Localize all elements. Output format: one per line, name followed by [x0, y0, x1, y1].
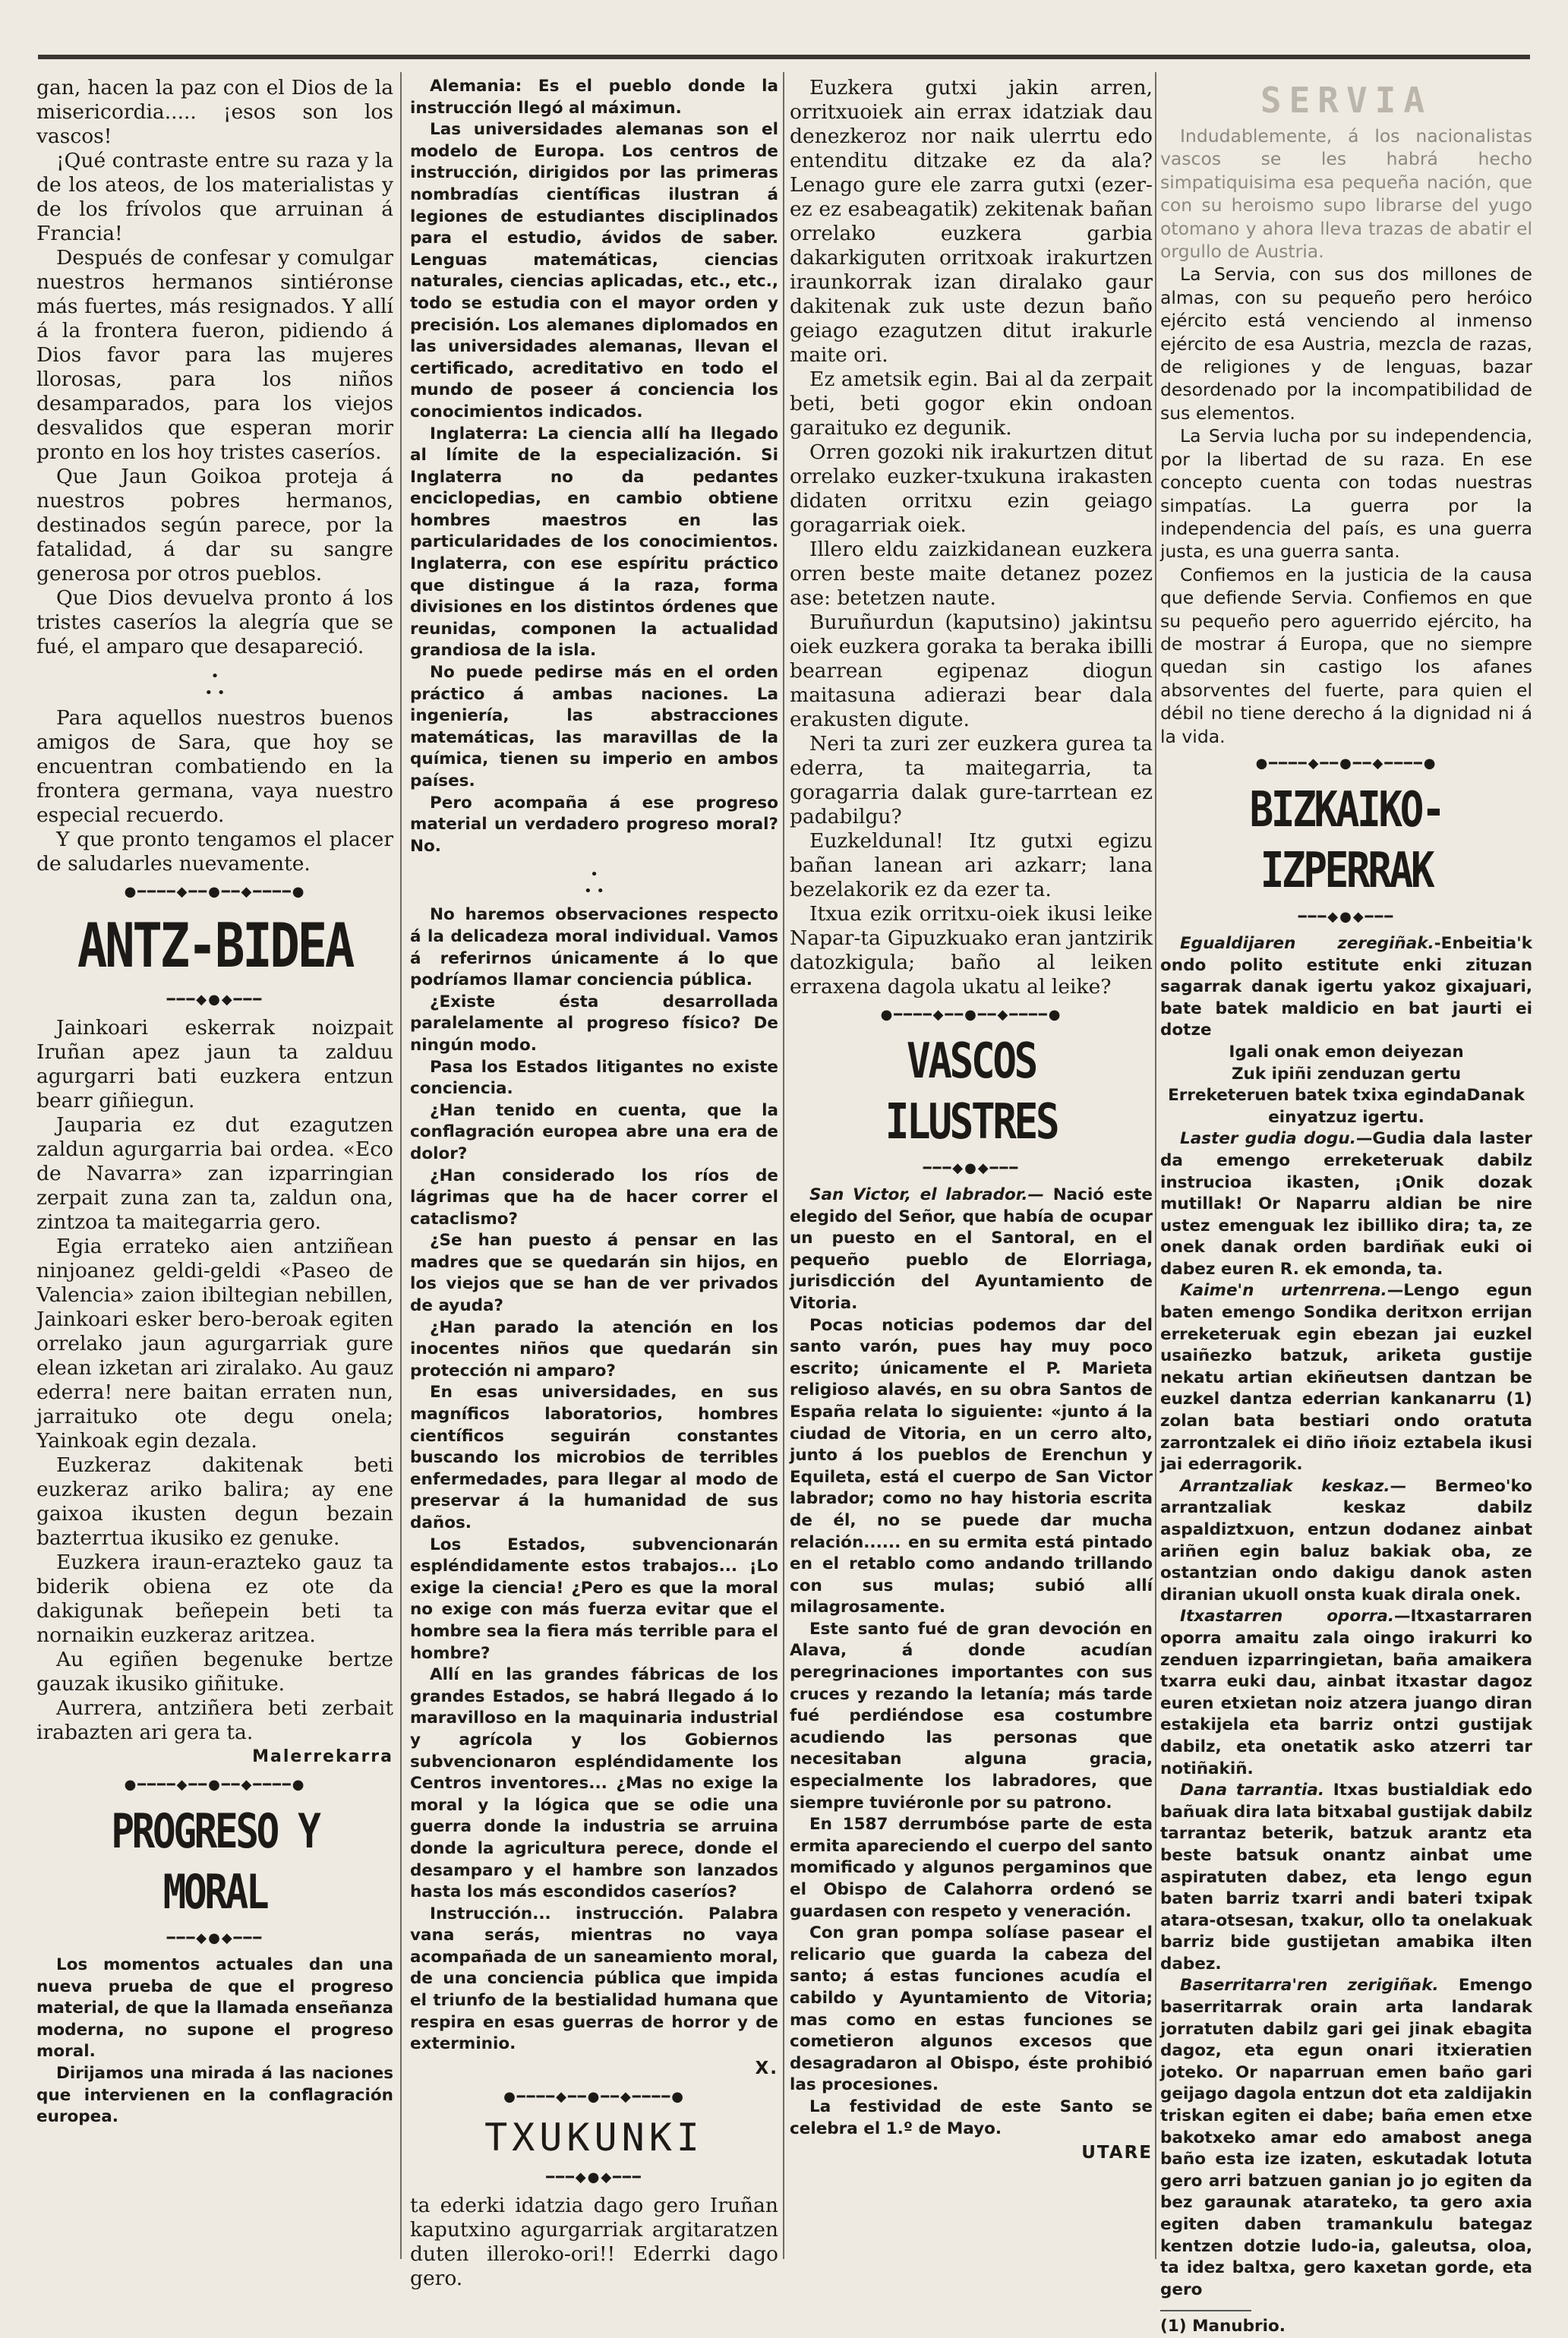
paragraph: En 1587 derrumbóse parte de esta ermita apareciendo el cuerpo del santo momificado y algunos pergaminos que el Obispo de Calahorra ordenó se guardasen con respeto y veneración. — [790, 1815, 1153, 1921]
divider-ornament: ━━━◆●◆━━━ — [166, 992, 263, 1008]
column-2 — [410, 76, 778, 2290]
divider-ornament: ━━━◆●◆━━━ — [1298, 908, 1395, 925]
paragraph: La festividad de este Santo se celebra el 1.º de Mayo. — [790, 2097, 1153, 2138]
news-item-heading: Kaime'n urtenrrena. — [1180, 1281, 1387, 1301]
signature: X. — [755, 2058, 778, 2078]
vascos-ilustres-title: VASCOS ILUSTRES — [885, 1033, 1058, 1150]
verse-line: Erreketeruen batek txixa egindaDanak einyatzuz igertu. — [1168, 1086, 1525, 1127]
paragraph: Euzkera iraun-erazteko gauz ta biderik obiena ez ote da dakigunak beñepein beti ta nornaikin euzkeraz aritzea. — [36, 1551, 393, 1647]
divider-ornament: ●━━━━◆━━●━━◆━━━━● — [124, 884, 306, 900]
news-item-text: -Enbeitia'k ondo polito estitute enki zituzan sagarrak danak igertu yakoz gixajuari, bate batek maldicio en bat jaurti ei dotze — [1160, 933, 1532, 1040]
txukunki-title: TXUKUNKI — [484, 2115, 704, 2160]
asterism-ornament: • • • — [204, 668, 226, 701]
divider-ornament: ━━━◆●◆━━━ — [923, 1160, 1020, 1176]
news-item-text: —Gudia dala laster da emengo erreketeruak dabilz instrucioa ikasten, ¡Onik dozak mutillak! Or Naparru aldian be nire ustez emenguak lez ibilliko dira; ta, ze onek danak orden bardiñak euki oi dabez euren R. ek emonda, ta. — [1160, 1129, 1532, 1279]
paragraph: ta ederki idatzia dago gero Iruñan kaputxino agurgarriak argitaratzen duten illeroko-ori!! Ederrki dago gero. — [410, 2193, 778, 2290]
servia-title: SERVIA — [1260, 80, 1433, 121]
paragraph: Que Dios devuelva pronto á los tristes caseríos la alegría que se fué, el amparo que desapareció. — [36, 586, 393, 658]
news-item-text: —Lengo egun baten emengo Sondika deritxon errijan erreketeruak egin ebezan jai euzkel usaiñezko batzuk, ariketa gustije nekatu artian ekiñeutsen dantzan be euzkel dantza ederrian kankanarru (1) zolan bata bestiari ondo oratuta zarrontzalek ei diño iñoiz eztabela ikusi jai ederragorik. — [1160, 1281, 1532, 1475]
paragraph: Aurrera, antziñera beti zerbait irabazten ari gera ta. — [36, 1696, 393, 1744]
footnote-rule — [1160, 2310, 1251, 2316]
signature: Malerrekarra — [252, 1747, 393, 1766]
divider-ornament: ━━━◆●◆━━━ — [166, 1930, 263, 1946]
divider-ornament: ━━━◆●◆━━━ — [546, 2169, 642, 2185]
news-item-text: Emengo baserritarrak orain arta landarak jorratuten dabilz gari gei jinak ebagita dagoz, eta egun onari itxieratien joteko. Or naparruan emen baño gari geijago dagola entzun dot eta zaldijakin triskan egiten ei dabe; baña emen etxe bakotxeko amar edo amabost anega baño esta ize izaten, eskutadak lotuta gero arri batzuen ganian jo jo egiten da bez garaunak atarateko, ta gero axia egiten daben tramankulu bategaz kentzen dotzie ludo-ia, galeutsa, oloa, ta idez baltxa, gero kaxetan gorde, eta gero — [1160, 1976, 1532, 2299]
divider-ornament: ●━━━━◆━━●━━◆━━━━● — [503, 2088, 685, 2105]
divider-ornament: ●━━━━◆━━●━━◆━━━━● — [124, 1777, 306, 1793]
paragraph: Pocas noticias podemos dar del santo varón, pues hay muy poco escrito; únicamente el P. Marieta religioso alavés, en su obra Santos de España relata lo siguiente: «junto á la ciudad de Vitoria, en un cerro alto, junto á los pueblos de Erenchun y Equileta, está el cuerpo de San Victor labrador; como no hay historia escrita de él, no se puede dar mucha relación...... en su ermita está pintado en el retablo como andando trillando con sus mulas; subió allí milagrosamente. — [790, 1315, 1153, 1617]
paragraph: Egia errateko aien antziñean ninjoanez geldi-geldi «Paseo de Valencia» zaion ibiltegian nebillen, Jainkoari esker bero-beroak egiten orrelako jaun agurgarriak gure elean izketan ari ziralako. Au gauz ederra! nere baitan erraten nun, jarraituko ote degu onela; Yainkoak egin dezala. — [36, 1235, 393, 1453]
paragraph: Buruñurdun (kaputsino) jakintsu oiek euzkera goraka ta beraka ibilli bearrean egipenaz diogun maitasuna adierazi bear dala erakusten digute. — [790, 611, 1153, 731]
paragraph: Pasa los Estados litigantes no existe conciencia. — [410, 1057, 778, 1099]
paragraph: Itxua ezik orritxu-oiek ikusi leike Napar-ta Gipuzkuako eran jantzirik datozkigula; baño al leiken erraxena dagola ukatu al leike? — [790, 902, 1153, 999]
verse-line: Zuk ipiñi zenduzan gertu — [1231, 1064, 1462, 1084]
paragraph: Orren gozoki nik irakurtzen ditut orrelako euzker-txukuna irakasten didaten orritxu ezin geiago goragarriak oiek. — [790, 440, 1153, 537]
paragraph: Pero acompaña á ese progreso material un verdadero progreso moral? No. — [410, 793, 778, 856]
bizkaiko-izperrak-title: BIZKAIKO-IZPERRAK — [1249, 781, 1443, 899]
column-rule — [783, 72, 784, 2259]
paragraph: Nació este elegido del Señor, que había de ocupar un puesto en el Santoral, en el pequeño pueblo de Elorriaga, jurisdicción del Ayuntamiento de Vitoria. — [790, 1185, 1153, 1313]
news-item-heading: Laster gudia dogu. — [1180, 1129, 1356, 1149]
paragraph: Euzkera gutxi jakin arren, orritxuoiek ain errax idatziak dau denezkeroz nor naik ulerrtu edo entenditu ditzake ez da ala? Lenago gure ele zarra gutxi (ezer-ez ez esabeagatik) zekitenak bañan orrelako euzkera garbia dakarkiguten orritxoak irakurtzen iraunkorrak izan diralako gaur dakitenak zuk uste dezun baño geiago ezagutzen ditut irakurle maite ori. — [790, 76, 1153, 367]
paragraph: En esas universidades, en sus magníficos laboratorios, hombres científicos seguirán constantes buscando los microbios de terribles enfermedades, para llegar al modo de preservar á la humanidad de sus daños. — [410, 1383, 778, 1532]
paragraph: Los momentos actuales dan una nueva prueba de que el progreso material, de que la llamada enseñanza moderna, no supone el progreso moral. — [36, 1955, 393, 2062]
paragraph: Neri ta zuri zer euzkera gurea ta ederra, ta maitegarria, ta goragarria dalak gure-tarrtean ez padabilgu? — [790, 732, 1153, 828]
column-3 — [790, 76, 1153, 2278]
news-item-heading: Egualdijaren zeregiñak. — [1180, 933, 1434, 953]
section-subheading: San Victor, el labrador.— — [809, 1185, 1045, 1204]
signature: UTARE — [1081, 2143, 1153, 2163]
paragraph: Después de confesar y comulgar nuestros hermanos sintiéronse más fuertes, más resignados. Y allí á la frontera fueron, pidiendo á Dios favor para las mujeres llorosas, para los niños desamparados, para los viejos desvalidos que esperan morir pronto en los hoy tristes caseríos. — [36, 246, 393, 464]
paragraph: Los Estados, subvencionarán espléndidamente estos trabajos... ¡Lo exige la ciencia! ¿Pero es que la moral no exige con más fuerza evitar que el hombre sea la fiera más terrible para el hombre? — [410, 1535, 778, 1663]
news-item-text: —Itxastarraren oporra amaitu zala oingo irakurri ko zenduen izparringietan, baña amaikera txarra euki dau, ainbat itxastar dagoz euren etxietan noiz atzera juango diran estakijela eta barriz ontzi gustijak dabilz, eta onetatik asko atzerri tar notiñakiñ. — [1160, 1607, 1532, 1778]
paragraph: Indudablemente, á los nacionalistas vascos se les habrá hecho simpatiquisima esa pequeña nación, que con su heroismo supo librarse del yugo otomano y ahora lleva trazas de abatir el orgullo de Austria. — [1160, 125, 1532, 263]
progreso-y-moral-title: PROGRESO Y MORAL — [111, 1803, 319, 1920]
paragraph: Confiemos en la justicia de la causa que defiende Servia. Confiemos en que su pequeño pero aguerrido ejército, ha de mostrar á Europa, que no siempre quedan sin castigo los afanes absorventes del fuerte, para quien el débil no tiene derecho á la dignidad ni á la vida. — [1160, 563, 1532, 747]
news-item-heading: Baserritarra'ren zerigiñak. — [1180, 1976, 1439, 1996]
paragraph: ¿Han parado la atención en los inocentes niños que quedarán sin protección ni amparo? — [410, 1317, 778, 1380]
news-item-heading: Itxastarren oporra. — [1180, 1607, 1395, 1627]
paragraph: Ez ametsik egin. Bai al da zerpait beti, beti gogor ekin ondoan garaituko ez degunik. — [790, 368, 1153, 440]
news-item-heading: Dana tarrantia. — [1180, 1781, 1325, 1800]
divider-ornament: ●━━━━◆━━●━━◆━━━━● — [880, 1007, 1062, 1023]
news-item-text: Itxas bustialdiak edo bañuak dira lata bitxabal gustijak dabilz tarrantaz beterik, batzuk arantz eta beste batsuk onantz ainbat ume aspiratuten dabez, eta lengo egun baten barriz txarri andi bateri txipak atara-otsesan, txakur, ollo ta onelakuak barriz bide gustijetan amabika ilten dabez. — [1160, 1781, 1532, 1974]
paragraph: Jauparia ez dut ezagutzen zaldun agurgarria bai ordea. «Eco de Navarra» zan izparringian zerpait zuna zan ta, zaldun ona, zintzoa ta maitegarria gero. — [36, 1113, 393, 1234]
paragraph: gan, hacen la paz con el Dios de la misericordia..... ¡esos son los vascos! — [36, 76, 393, 148]
divider-ornament: ●━━━━◆━━●━━◆━━━━● — [1255, 755, 1437, 771]
paragraph: La Servia, con sus dos millones de almas, con su pequeño pero heróico ejército está venciendo al inmenso ejército de esa Austria, mezcla de razas, de religiones y de lenguas, bazar desordenado por la incompatibilidad de sus elementos. — [1160, 263, 1532, 424]
paragraph: Jainkoari eskerrak noizpait Iruñan apez jaun ta zalduu agurgarri bati euzkera entzun bearr giñiegun. — [36, 1016, 393, 1112]
paragraph: Este santo fué de gran devoción en Alava, á donde acudían peregrinaciones importantes con sus cruces y rezando la letanía; más tarde fué perdiéndose esa costumbre acudiendo las personas que necesitaban alguna gracia, especialmente los labradores, que siempre tuviéronle por su patrono. — [790, 1619, 1153, 1813]
paragraph: ¡Qué contraste entre su raza y la de los ateos, de los materialistas y de los frívolos que arruinan á Francia! — [36, 149, 393, 245]
column-4 — [1160, 76, 1532, 2336]
paragraph: Con gran pompa solíase pasear el relicario que guarda la cabeza del santo; á estas funciones acudía el cabildo y Ayuntamiento de Vitoria; mas como en estas funciones se cometieron algunos excesos que desagradaron al Obispo, éste prohibió las procesiones. — [790, 1923, 1153, 2095]
paragraph: ¿Han tenido en cuenta, que la conflagración europea abre una era de dolor? — [410, 1100, 778, 1163]
paragraph: Y que pronto tengamos el placer de saludarles nuevamente. — [36, 828, 393, 876]
asterism-ornament: • • • — [584, 866, 604, 900]
paragraph: Allí en las grandes fábricas de los grandes Estados, se habrá llegado á lo maravilloso en la maquinaria industrial y agrícola y los Gobiernos subvencionaron espléndidamente los Centros inventores... ¿Mas no exige la moral y la lógica que se odie una guerra donde la industria se arruina donde la agricultura perece, donde el desamparo y el hambre son lanzados hasta los más escondidos caseríos? — [410, 1665, 778, 1902]
paragraph: La Servia lucha por su independencia, por la libertad de su raza. En ese concepto cuenta con todas nuestras simpatías. La guerra por la independencia del país, es una guerra justa, es una guerra santa. — [1160, 425, 1532, 563]
paragraph: Euzkeraz dakitenak beti euzkeraz ariko balira; ay ene gaixoa ikusten degun bezain bazterrtua ikusiko ez genuke. — [36, 1453, 393, 1550]
paragraph: Illero eldu zaizkidanean euzkera orren beste maite detanez pozez ase: betetzen naute. — [790, 538, 1153, 610]
paragraph: Au egiñen begenuke bertze gauzak ikusiko giñituke. — [36, 1648, 393, 1696]
paragraph: ¿Existe ésta desarrollada paralelamente al progreso físico? De ningún modo. — [410, 992, 778, 1055]
paragraph: Inglaterra: La ciencia allí ha llegado al límite de la especialización. Si Inglaterra no da pedantes enciclopedias, en cambio obtiene hombres maestros en las particularidades de los conocimientos. Inglaterra, con ese espíritu práctico que distingue á la raza, forma divisiones en los distintos órdenes que reunidas, componen la actualidad grandiosa de la isla. — [410, 424, 778, 661]
paragraph: Euzkeldunal! Itz gutxi egizu bañan lanean ari azkarr; lana bezelakorik ez da ezer ta. — [790, 829, 1153, 901]
paragraph: ¿Han considerado los ríos de lágrimas que ha de hacer correr el cataclismo? — [410, 1166, 778, 1229]
paragraph: Para aquellos nuestros buenos amigos de Sara, que hoy se encuentran combatiendo en la frontera germana, vaya nuestro especial recuerdo. — [36, 706, 393, 827]
paragraph: No puede pedirse más en el orden práctico á ambas naciones. La ingeniería, las abstracciones matemáticas, las maravillas de la química, tienen su imperio en ambos países. — [410, 663, 778, 790]
top-rule — [38, 55, 1530, 59]
paragraph: Alemania: Es el pueblo donde la instrucción llegó al máximun. — [410, 77, 778, 118]
paragraph: Dirijamos una mirada á las naciones que intervienen en la conflagración europea. — [36, 2063, 393, 2127]
news-item-heading: Arrantzaliak keskaz. — [1180, 1476, 1390, 1496]
antz-bidea-title: ANTZ-BIDEA — [77, 910, 353, 981]
verse-line: Igali onak emon deiyezan — [1229, 1042, 1464, 1062]
footnote: (1) Manubrio. — [1160, 2317, 1286, 2336]
paragraph: ¿Se han puesto á pensar en las madres que se quedarán sin hijos, en los viejos que se han de ver privados de ayuda? — [410, 1231, 778, 1316]
news-item-text: — Bermeo'ko arrantzaliak keskaz dabilz aspaldiztxuon, entzun dodanez ainbat ariñen egin baluz bakiak oba, ze ostantzian ondo dakigu danok asten diranian ukuoll onsta kuak dirala onek. — [1160, 1476, 1532, 1604]
paragraph: Las universidades alemanas son el modelo de Europa. Los centros de instrucción, dirigidos por las primeras nombradías científicas ilustran á legiones de estudiantes disciplinados para el estudio, ávidos de saber. Lenguas matemáticas, ciencias naturales, ciencias aplicadas, etc., etc., todo se estudia con el mayor orden y precisión. Los alemanes diplomados en las universidades alemanas, llevan el certificado, acreditativo en todo el mundo de poseer á conciencia los conocimientos indicados. — [410, 120, 778, 421]
paragraph: Instrucción... instrucción. Palabra vana serás, mientras no vaya acompañada de un saneamiento moral, de una conciencia pública que impida el triunfo de la bestialidad humana que respira en esas guerras de horror y de exterminio. — [410, 1904, 778, 2054]
column-rule — [1155, 72, 1156, 2259]
paragraph: Que Jaun Goikoa proteja á nuestros pobres hermanos, destinados según parece, por la fatalidad, á dar su sangre generosa por otros pueblos. — [36, 465, 393, 585]
column-1 — [36, 76, 393, 2278]
paragraph: No haremos observaciones respecto á la delicadeza moral individual. Vamos á referirnos únicamente á lo que podríamos llamar conciencia pública. — [410, 905, 778, 990]
column-rule — [400, 72, 402, 2259]
